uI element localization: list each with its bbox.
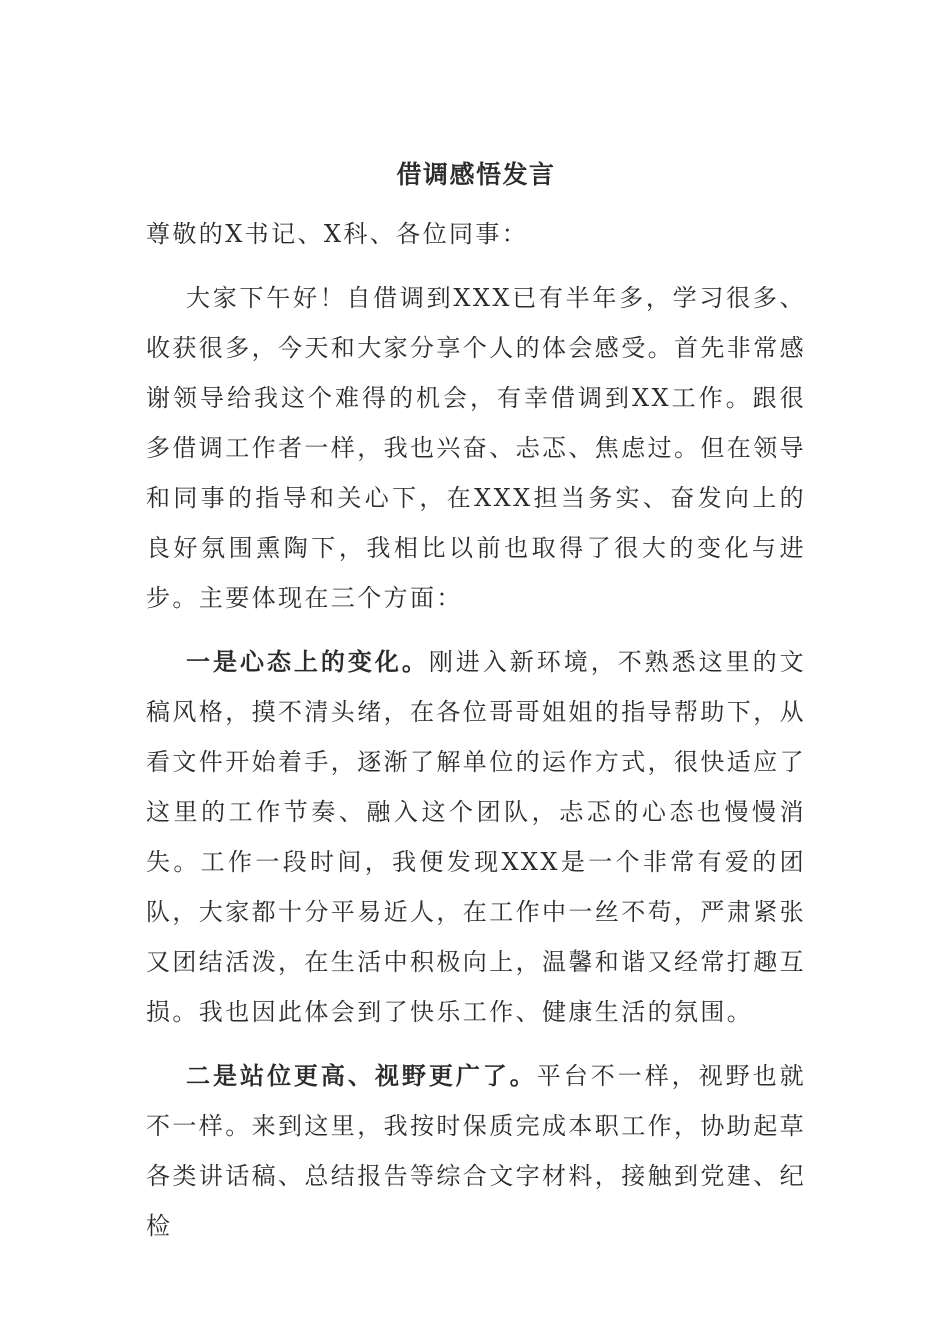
paragraph-lead: 一是心态上的变化。 xyxy=(186,647,429,676)
paragraph-point-two xyxy=(146,1051,806,1251)
paragraph-opening xyxy=(146,273,806,623)
paragraph-text: 刚进入新环境，不熟悉这里的文稿风格，摸不清头绪，在各位哥哥姐姐的指导帮助下，从看文件开始着手，逐渐了解单位的运作方式，很快适应了这里的工作节奏、融入这个团队，忐忑的心态也慢慢消失。工作一段时间，我便发现XXX是一个非常有爱的团队，大家都十分平易近人，在工作中一丝不苟，严肃紧张又团结活泼，在生活中积极向上，温馨和谐又经常打趣互损。我也因此体会到了快乐工作、健康生活的氛围。 xyxy=(146,648,806,1026)
salutation: 尊敬的X书记、X科、各位同事： xyxy=(146,220,529,248)
document-title: 借调感悟发言 xyxy=(396,160,556,189)
paragraph-point-one xyxy=(146,637,806,1037)
paragraph-lead: 二是站位更高、视野更广了。 xyxy=(186,1061,537,1090)
document-body xyxy=(146,153,806,1265)
paragraph-text: 平台不一样，视野也就不一样。来到这里，我按时保质完成本职工作，协助起草各类讲话稿、总结报告等综合文字材料，接触到党建、纪检 xyxy=(146,1062,807,1240)
paragraph-text: 大家下午好！自借调到XXX已有半年多，学习很多、收获很多，今天和大家分享个人的体会感受。首先非常感谢领导给我这个难得的机会，有幸借调到XX工作。跟很多借调工作者一样，我也兴奋、忐忑、焦虑过。但在领导和同事的指导和关心下，在XXX担当务实、奋发向上的良好氛围熏陶下，我相比以前也取得了很大的变化与进步。主要体现在三个方面： xyxy=(146,284,806,612)
